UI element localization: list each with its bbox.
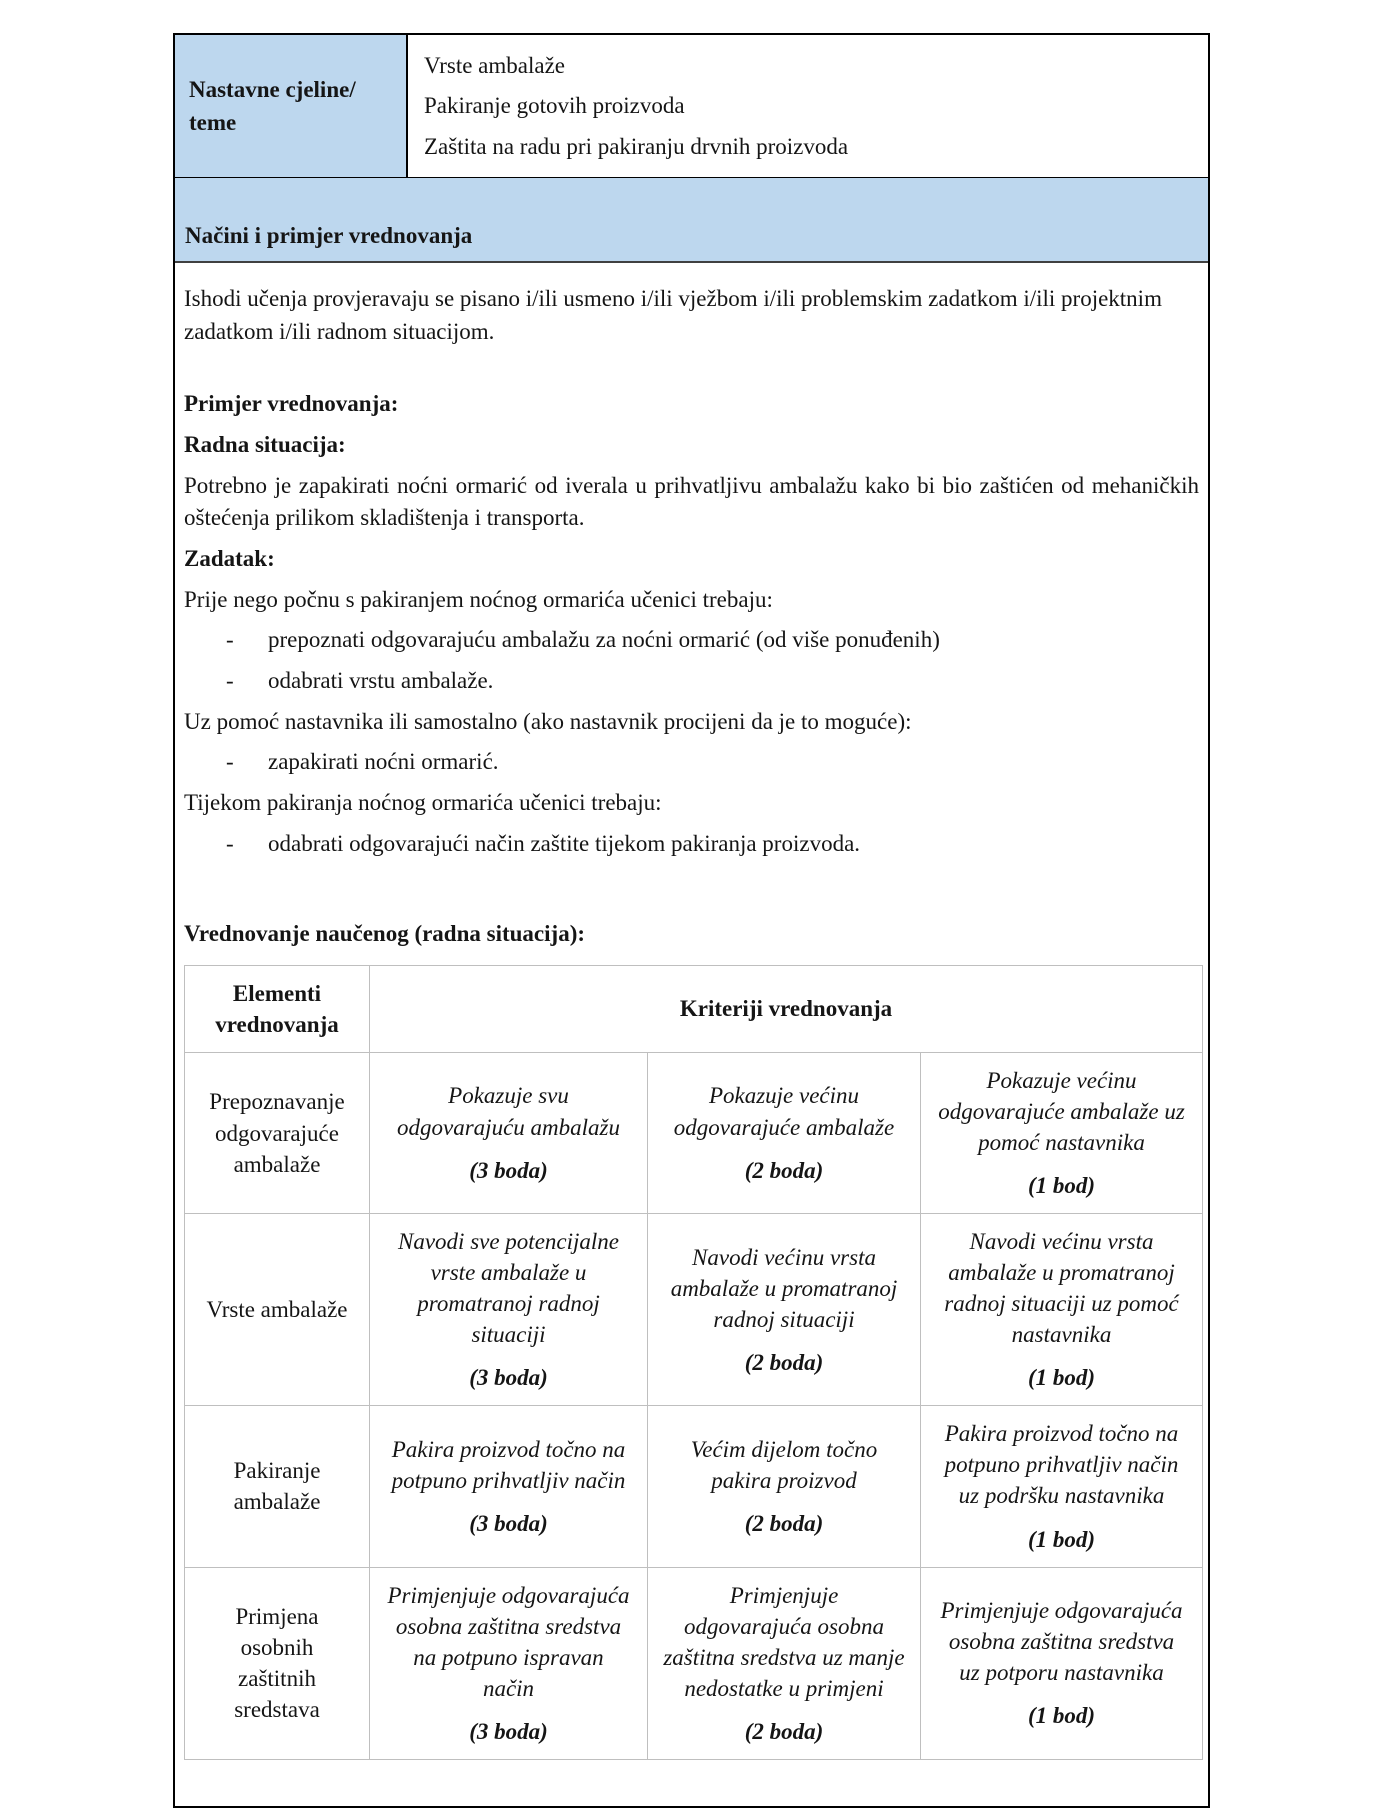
bullet-item <box>184 746 1199 779</box>
element-cell: Vrste ambalaže <box>185 1214 370 1406</box>
table-row <box>185 1214 1203 1406</box>
bullet-item <box>184 624 1199 657</box>
criteria-cell <box>648 1406 921 1567</box>
evaluation-heading: Vrednovanje naučenog (radna situacija): <box>184 921 586 947</box>
bullet-dash: - <box>226 667 234 693</box>
points-label: (3 boda) <box>469 1511 548 1536</box>
during-line: Tijekom pakiranja noćnog ormarića učenici trebaju: <box>184 789 662 815</box>
units-row <box>175 35 1208 178</box>
criteria-cell <box>648 1052 921 1213</box>
criteria-text: Pokazuje većinu odgovarajuće ambalaže <box>673 1083 895 1140</box>
bullet-item <box>184 828 1199 861</box>
bullet-text: prepoznati odgovarajuću ambalažu za noćni ormarić (od više ponuđenih) <box>268 627 940 653</box>
table-header-row <box>185 965 1203 1052</box>
help-line: Uz pomoć nastavnika ili samostalno (ako nastavnik procijeni da je to moguće): <box>184 708 912 734</box>
points-label: (1 bod) <box>1027 1173 1096 1199</box>
points-label: (3 boda) <box>469 1718 548 1744</box>
points-label: (1 bod) <box>1027 1526 1096 1552</box>
points-label: (1 bod) <box>1027 1703 1096 1729</box>
example-heading: Primjer vrednovanja: <box>184 391 399 417</box>
points-label: (3 boda) <box>469 1157 548 1183</box>
bullet-text: zapakirati noćni ormarić. <box>268 749 499 775</box>
criteria-cell <box>921 1406 1203 1567</box>
criteria-text: Pokazuje većinu odgovarajuće ambalaže uz pomoć nastavnika <box>938 1067 1185 1156</box>
units-header-label: Nastavne cjeline/ teme <box>189 76 356 136</box>
element-cell: Primjena osobnih zaštitnih sredstava <box>185 1567 370 1759</box>
criteria-text: Primjenjuje odgovarajuća osobna zaštitna sredstva na potpuno ispravan način <box>387 1582 630 1701</box>
criteria-cell <box>648 1214 921 1406</box>
bullet-text: odabrati vrstu ambalaže. <box>268 667 494 693</box>
evaluation-table <box>184 965 1203 1760</box>
points-label: (2 boda) <box>744 1718 824 1744</box>
criteria-cell <box>370 1214 648 1406</box>
bullet-dash: - <box>226 830 234 856</box>
intro-paragraph: Ishodi učenja provjeravaju se pisano i/ili usmeno i/ili vježbom i/ili problemskim zadatkom i/ili projektnim zadatkom i/ili radnom situacijom. <box>184 286 1162 344</box>
evaluation-banner <box>175 178 1208 263</box>
document-page <box>173 33 1210 1808</box>
criteria-cell <box>370 1406 648 1567</box>
points-label: (2 boda) <box>744 1157 824 1183</box>
units-header-cell <box>175 35 408 177</box>
bullet-item <box>184 665 1199 698</box>
criteria-cell <box>921 1567 1203 1759</box>
criteria-text: Pakira proizvod točno na potpuno prihvatljiv način <box>391 1436 626 1493</box>
points-label: (1 bod) <box>1027 1365 1096 1391</box>
situation-heading: Radna situacija: <box>184 432 346 457</box>
content-cell <box>175 263 1208 1806</box>
criteria-text: Navodi većinu vrsta ambalaže u promatranoj radnoj situaciji <box>670 1244 898 1332</box>
situation-paragraph: Potrebno je zapakirati noćni ormarić od iverala u prihvatljivu ambalažu kako bi bio zaštićen od mehaničkih oštećenja prilikom skladištenja i transporta. <box>184 472 1199 531</box>
criteria-text: Primjenjuje odgovarajuća osobna zaštitna sredstva uz manje nedostatke u primjeni <box>663 1582 905 1701</box>
criteria-cell <box>921 1214 1203 1406</box>
criteria-text: Pokazuje svu odgovarajuću ambalažu <box>397 1083 620 1140</box>
criteria-cell <box>370 1052 648 1213</box>
points-label: (2 boda) <box>744 1511 824 1536</box>
topic-line: Vrste ambalaže <box>424 53 566 78</box>
element-cell: Pakiranje ambalaže <box>185 1406 370 1567</box>
criteria-text: Pakira proizvod točno na potpuno prihvatljiv način uz podršku nastavnika <box>944 1421 1179 1509</box>
criteria-cell <box>648 1567 921 1759</box>
topic-line: Pakiranje gotovih proizvoda <box>424 93 685 119</box>
bullet-dash: - <box>226 749 234 775</box>
task-heading: Zadatak: <box>184 545 275 571</box>
points-label: (2 boda) <box>744 1349 824 1375</box>
task-intro-line: Prije nego počnu s pakiranjem noćnog ormarića učenici trebaju: <box>184 586 773 612</box>
bullet-dash: - <box>226 627 234 653</box>
criteria-cell <box>921 1052 1203 1213</box>
topic-line: Zaštita na radu pri pakiranju drvnih proizvoda <box>424 133 849 159</box>
bullet-text: odabrati odgovarajući način zaštite tijekom pakiranja proizvoda. <box>268 830 861 856</box>
table-row <box>185 1406 1203 1567</box>
criteria-text: Primjenjuje odgovarajuća osobna zaštitna sredstva uz potporu nastavnika <box>940 1598 1183 1686</box>
criteria-text: Većim dijelom točno pakira proizvod <box>690 1436 878 1493</box>
criteria-header-cell: Kriteriji vrednovanja <box>370 965 1203 1052</box>
criteria-text: Navodi većinu vrsta ambalaže u promatranoj radnoj situaciji uz pomoć nastavnika <box>944 1229 1179 1348</box>
element-header-cell: Elementi vrednovanja <box>185 965 370 1052</box>
evaluation-banner-title: Načini i primjer vrednovanja <box>185 223 473 249</box>
points-label: (3 boda) <box>469 1365 548 1391</box>
criteria-cell <box>370 1567 648 1759</box>
topics-cell <box>408 35 1208 177</box>
document-outer-table <box>173 33 1210 1808</box>
element-cell: Prepoznavanje odgovarajuće ambalaže <box>185 1052 370 1213</box>
criteria-text: Navodi sve potencijalne vrste ambalaže u promatranoj radnoj situaciji <box>398 1229 619 1348</box>
table-row <box>185 1052 1203 1213</box>
table-row <box>185 1567 1203 1759</box>
